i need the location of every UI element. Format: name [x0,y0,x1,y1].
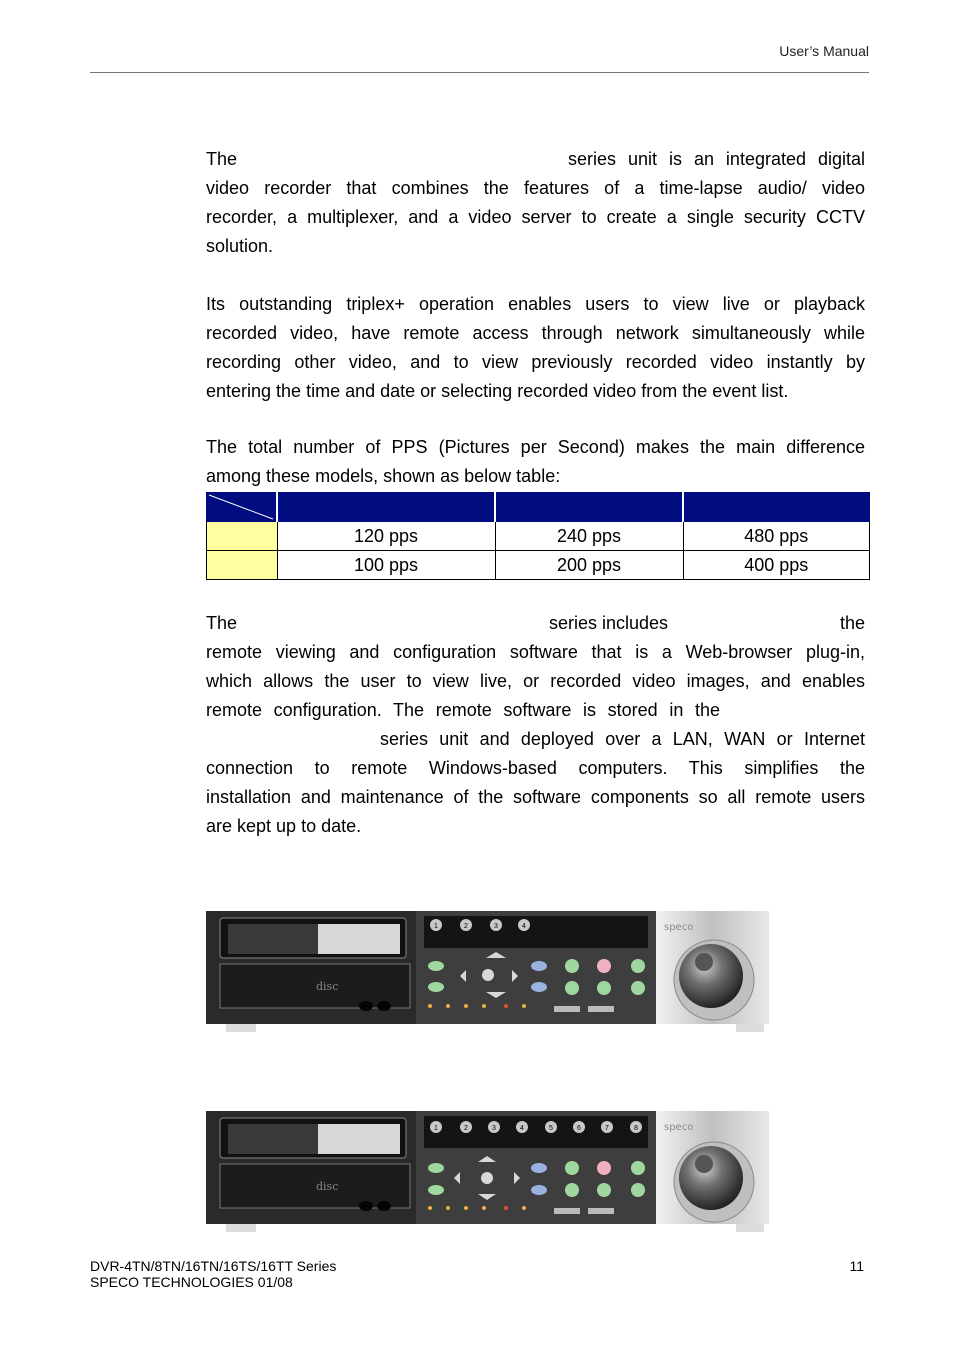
pps-intro-paragraph [206,433,865,491]
pps-table-cell: 120 pps [277,522,495,551]
pps-table-row [207,551,870,580]
pps-table-row [207,522,870,551]
channel-button-2[interactable]: 2 [464,923,468,930]
channel-button-5[interactable]: 5 [549,1125,553,1132]
remote-series-includes: series includes [549,613,669,633]
channel-button-7[interactable]: 7 [605,1125,609,1132]
jog-shuttle-knob[interactable] [679,944,743,1008]
dvr-4ch-front-panel-image [206,900,769,1040]
channel-button-3[interactable]: 3 [492,1125,496,1132]
intro-line-1-tail: series unit is an integrated digital [568,149,865,169]
pps-table-header-cell [683,493,870,522]
pps-table-label-cell [207,551,278,580]
remote-word-the: The [206,613,238,633]
footer-company: SPECO TECHNOLOGIES 01/08 [90,1274,293,1290]
jog-shuttle-knob[interactable] [679,1146,743,1210]
pps-table [206,492,870,580]
intro-word-the: The [206,149,238,169]
channel-button-3[interactable]: 3 [494,923,498,930]
remote-line-4 [206,696,720,725]
remote-line-2: remote viewing and configuration software that is a Web-browser plug-in, [206,642,865,662]
page-header-title: User’s Manual [779,43,869,59]
page-number: 11 [849,1258,864,1274]
drive-label: disc [316,980,339,993]
channel-button-6[interactable]: 6 [577,1125,581,1132]
pps-table-cell: 100 pps [277,551,495,580]
pps-intro-line-1: The total number of PPS (Pictures per Second) makes the main difference [206,437,865,457]
remote-line-3: which allows the user to view live, or recorded video images, and enables [206,671,865,691]
dvr-8ch-front-panel-image [206,1100,769,1240]
remote-line-6: connection to remote Windows-based computers. This simplifies the [206,758,865,778]
dvr-4ch-illustration [206,900,769,1040]
remote-paragraph [206,609,865,841]
page-footer [90,1258,336,1290]
pps-table-cell: 240 pps [495,522,683,551]
channel-button-8[interactable]: 8 [634,1125,638,1132]
drive-label: disc [316,1180,339,1193]
remote-line-5 [206,725,865,754]
channel-button-4[interactable]: 4 [522,923,526,930]
pps-intro-line-2: among these models, shown as below table: [206,466,561,486]
pps-table-cell: 480 pps [683,522,870,551]
channel-button-1[interactable]: 1 [434,923,438,930]
footer-model: DVR-4TN/8TN/16TN/16TS/16TT Series [90,1258,337,1274]
remote-line-4-text: remote configuration. The remote software is stored in the [206,700,720,720]
pps-table-corner-cell [207,493,278,522]
brand-logo-text: speco [664,1122,694,1133]
pps-table-header-cell [277,493,495,522]
dvr-8ch-illustration [206,1100,769,1240]
header-rule [90,72,869,73]
triplex-line-3: recording other video, and to view previously recorded video instantly by [206,352,865,372]
channel-button-1[interactable]: 1 [434,1125,438,1132]
intro-line-4: solution. [206,236,274,256]
intro-line-2: video recorder that combines the features of a time-lapse audio/ video [206,178,865,198]
channel-button-2[interactable]: 2 [464,1125,468,1132]
remote-line-8: are kept up to date. [206,816,362,836]
brand-logo-text: speco [664,922,694,933]
intro-paragraph [206,145,865,261]
remote-word-the-end: the [839,613,865,633]
remote-line-7: installation and maintenance of the software components so all remote users [206,787,865,807]
pps-table-header-cell [495,493,683,522]
intro-line-3: recorder, a multiplexer, and a video server to create a single security CCTV [206,207,865,227]
pps-table-label-cell [207,522,278,551]
pps-table-header-row [207,493,870,522]
diagonal-line-icon [207,493,276,521]
pps-table-cell: 200 pps [495,551,683,580]
remote-line-5-text: series unit and deployed over a LAN, WAN or Internet [380,729,865,749]
remote-line-1 [206,609,865,638]
triplex-paragraph [206,290,865,406]
triplex-line-1: Its outstanding triplex+ operation enables users to view live or playback [206,294,865,314]
triplex-line-2: recorded video, have remote access through network simultaneously while [206,323,865,343]
channel-button-4[interactable]: 4 [520,1125,524,1132]
pps-table-cell: 400 pps [683,551,870,580]
intro-line-1 [206,145,865,174]
triplex-line-4: entering the time and date or selecting recorded video from the event list. [206,381,789,401]
